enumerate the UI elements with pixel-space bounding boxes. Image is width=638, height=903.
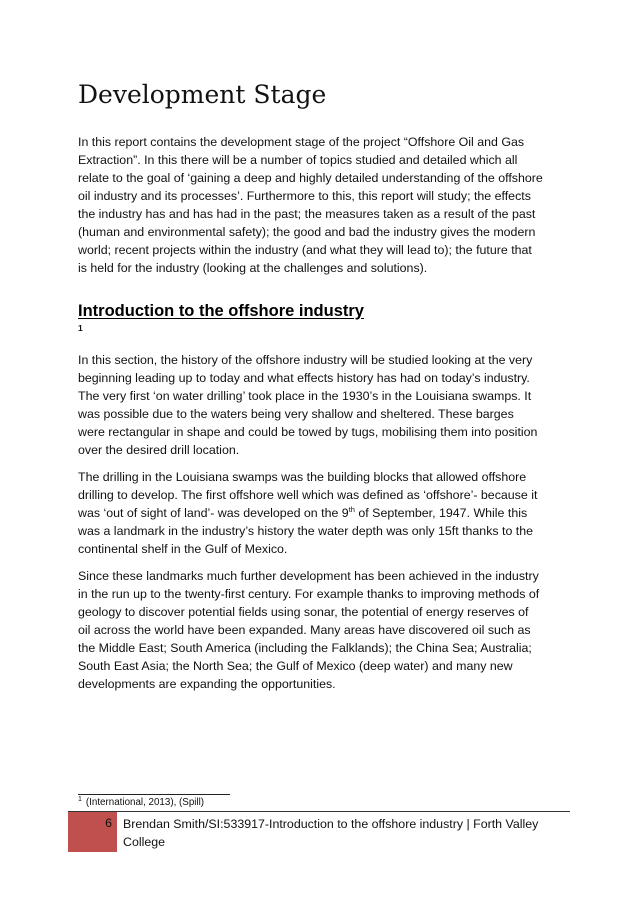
- page-number-box: [68, 812, 117, 852]
- paragraph-line: The very first ‘on water drilling’ took place in the 1930’s in the Louisiana swamps. It: [78, 389, 532, 403]
- paragraph-line: the Middle East; South America (including the Falklands); the China Sea; Australia;: [78, 641, 532, 655]
- paragraph-line: In this section, the history of the offshore industry will be studied looking at the very: [78, 353, 533, 367]
- paragraph-line: (human and environmental safety); the good and bad the industry gives the modern: [78, 225, 536, 239]
- paragraph-line: were rectangular in shape and could be towed by tugs, mobilising them into position: [78, 425, 538, 439]
- paragraph-line: geology to discover potential fields using sonar, the potential of energy reserves of: [78, 605, 529, 619]
- paragraph-line: In this report contains the development stage of the project “Offshore Oil and Gas: [78, 135, 525, 149]
- footer-text: Brendan Smith/SI:533917-Introduction to the offshore industry | Forth Valley College: [123, 817, 539, 849]
- paragraph-line: oil across the world have been expanded. Many areas have discovered oil such as: [78, 623, 531, 637]
- paragraph-line: Since these landmarks much further development has been achieved in the industry: [78, 569, 539, 583]
- paragraph-line: is held for the industry (looking at the challenges and solutions).: [78, 261, 428, 275]
- footnote-reference[interactable]: 1: [78, 323, 83, 333]
- page-title: Development Stage: [78, 80, 327, 109]
- footnote-text: (International, 2013), (Spill): [85, 797, 205, 808]
- text-segment: was ‘out of sight of land’- was developed on the 9: [78, 506, 349, 520]
- paragraph-line: world; recent projects within the industry (and what they will lead to); the future that: [78, 243, 532, 257]
- paragraph-line: developments are expanding the opportunities.: [78, 677, 336, 691]
- footnote-number: 1: [78, 795, 82, 803]
- paragraph-line: relate to the goal of ‘gaining a deep and highly detailed understanding of the offshore: [78, 171, 543, 185]
- paragraph-line: Extraction”. In this there will be a number of topics studied and detailed which all: [78, 153, 518, 167]
- ordinal-superscript: th: [348, 504, 355, 514]
- paragraph-line: oil industry and its processes’. Furthermore to this, this report will study; the effects: [78, 189, 531, 203]
- footer-separator: [68, 811, 570, 812]
- paragraph-line: over the desired drill location.: [78, 443, 240, 457]
- paragraph-line: South East Asia; the North Sea; the Gulf of Mexico (deep water) and many new: [78, 659, 513, 673]
- footnote-separator: [78, 794, 230, 795]
- paragraph-line: drilling to develop. The first offshore well which was defined as ‘offshore’- because it: [78, 488, 538, 502]
- page-number: 6: [105, 816, 112, 830]
- paragraph-line: [78, 504, 527, 522]
- paragraph-line: was a landmark in the industry’s history the water depth was only 15ft thanks to the: [78, 524, 534, 538]
- paragraph-line: the industry has and has had in the past; the measures taken as a result of the past: [78, 207, 536, 221]
- paragraph-line: continental shelf in the Gulf of Mexico.: [78, 542, 288, 556]
- paragraph-line: The drilling in the Louisiana swamps was the building blocks that allowed offshore: [78, 470, 527, 484]
- paragraph-line: beginning leading up to today and what effects history has had on today’s industry.: [78, 371, 530, 385]
- footnote: [78, 797, 204, 808]
- text-segment: of September, 1947. While this: [354, 506, 528, 520]
- paragraph-line: in the run up to the twenty-first century. For example thanks to improving methods of: [78, 587, 540, 601]
- section-heading: Introduction to the offshore industry: [78, 302, 364, 320]
- paragraph-line: was possible due to the waters being very shallow and sheltered. These barges: [78, 407, 514, 421]
